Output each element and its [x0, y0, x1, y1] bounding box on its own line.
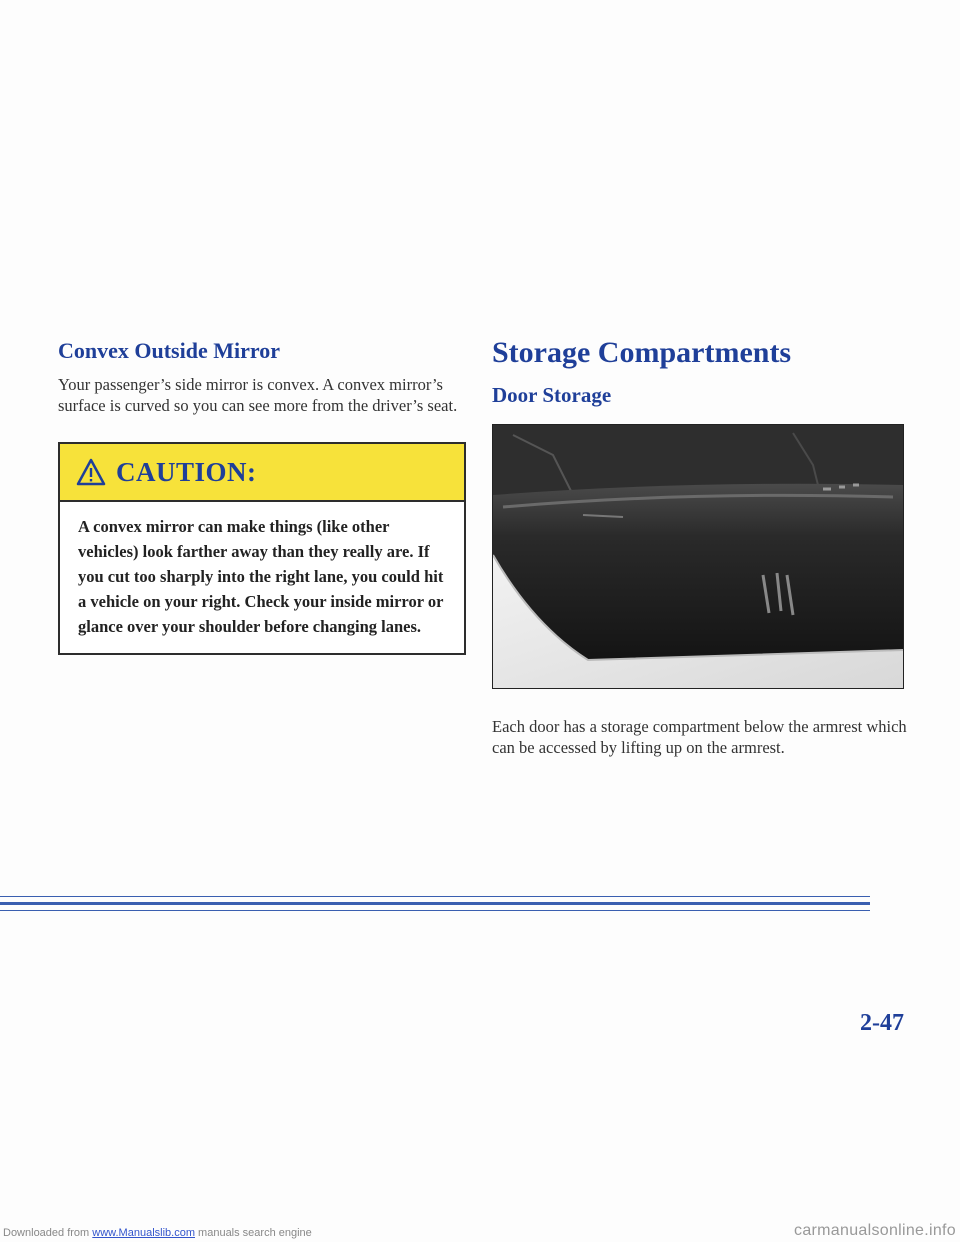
left-column — [58, 338, 468, 655]
door-storage-photo — [492, 424, 904, 689]
footer-rules — [0, 896, 960, 956]
caution-title: CAUTION: — [116, 456, 257, 487]
manualslib-link[interactable]: www.Manualslib.com — [92, 1227, 195, 1239]
download-watermark — [0, 1222, 960, 1242]
site-watermark: carmanualsonline.info — [794, 1222, 956, 1239]
page-number: 2-47 — [860, 1010, 904, 1036]
caution-header — [60, 444, 464, 502]
warning-triangle-icon — [76, 458, 106, 486]
door-storage-heading: Door Storage — [492, 383, 612, 407]
watermark-suffix: manuals search engine — [198, 1227, 312, 1239]
door-storage-paragraph: Each door has a storage compartment below the armrest which can be accessed by lifting up on the armrest. — [492, 717, 907, 757]
watermark-prefix: Downloaded from — [3, 1227, 90, 1239]
footer-rule-bottom — [0, 910, 870, 911]
watermark-credit — [3, 1227, 312, 1239]
caution-text: A convex mirror can make things (like other vehicles) look farther away than they really are. If you cut too sharply into the right lane, you could hit a vehicle on your right. Check your inside mirror or glance over your shoulder before changing lanes. — [78, 517, 444, 636]
footer-rule-top — [0, 896, 870, 897]
caution-box — [58, 442, 466, 655]
footer-rule-middle — [0, 902, 870, 905]
storage-compartments-heading: Storage Compartments — [492, 336, 792, 369]
convex-mirror-paragraph: Your passenger’s side mirror is convex. A convex mirror’s surface is curved so you can see more from the driver’s seat. — [58, 375, 458, 415]
right-column — [492, 338, 912, 758]
convex-mirror-heading: Convex Outside Mirror — [58, 338, 281, 363]
